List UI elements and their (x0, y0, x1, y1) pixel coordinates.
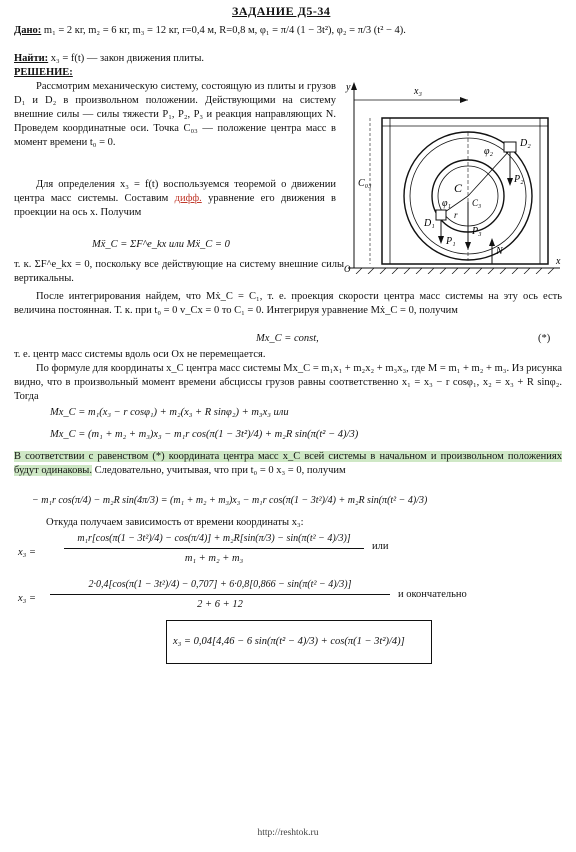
equation-const: Mx_C = const, (256, 333, 319, 344)
paragraph-forces: т. к. ΣF^e_kx = 0, поскольку все действующие на систему внешние силы вертикальны. (14, 259, 344, 284)
c03-label: C₀₃ (358, 178, 372, 189)
load-d2 (504, 142, 516, 152)
paragraph-coordinates: По формуле для координаты x_C центра масс системы Mx_C = m₁x₁ + m₂x₂ + m₃x₃, где M = m₁ + m₂ + m₃. Из рисунка видно, что в произвольный момент времени абсциссы грузов равны соответственно x₁ = x₃ − r cosφ₁, x₂ = x₃ + R sinφ₂. Тогда (14, 363, 562, 402)
x3-lhs-2: x₃ = (18, 593, 37, 604)
phi2-label: φ₂ (484, 146, 494, 157)
reaction-n-arrow (489, 238, 495, 246)
find-text: x₃ = f(t) — закон движения плиты. (50, 53, 205, 64)
paragraph-center: т. е. центр масс системы вдоль оси Ox не перемещается. (14, 349, 266, 360)
force-p1-arrow (438, 236, 444, 244)
x3-lhs-1: x₃ = (18, 547, 37, 558)
paragraph-system: Рассмотрим механическую систему, состоящую из плиты и грузов D₁ и D₂ в произвольном положении. Действующими на систему внешние силы — силы тяжести P₁, P₂, P₃ и реакция направляющих N. Проведем координатные оси. Точка C₀₃ — положение центра масс в момент времени t₀ = 0. (14, 81, 336, 148)
d1-label: D₁ (424, 218, 435, 229)
x-axis-label: x (556, 256, 561, 267)
solution-label: РЕШЕНИЕ: (14, 67, 73, 78)
equation-initial: − m₁r cos(π/4) − m₂R sin(4π/3) = (m₁ + m₂ + m₃)x₃ − m₁r cos(π(1 − 3t²)/4) + m₂R sin(π(t² − 4)/3) (32, 495, 428, 506)
spell-mark: дифф. (174, 193, 202, 204)
p3-label: P₃ (472, 226, 482, 237)
find-label: Найти: (14, 53, 49, 64)
highlighted-text: В соответствии с равенством (*) координата центра масс x_C всей системы в начальном и произвольном положениях будут одинаковы. (14, 451, 562, 476)
p2-label: P₂ (514, 174, 524, 185)
origin-label: O (344, 264, 351, 274)
force-p2-arrow (507, 178, 513, 186)
paragraph-dependence: Откуда получаем зависимость от времени координаты x₃: (46, 517, 304, 528)
given-label: Дано: (14, 25, 42, 36)
final-answer: x₃ = 0,04[4,46 − 6 sin(π(t² − 4)/3) + cos(π(1 − 3t²)/4)] (166, 620, 432, 664)
load-d1 (436, 210, 446, 220)
n-label: N (496, 246, 503, 257)
ground-hatch (356, 268, 554, 274)
find-line (14, 52, 204, 66)
c-label: C (454, 181, 463, 195)
given-line (14, 24, 564, 38)
fraction-1-tail: или (372, 541, 389, 552)
fraction-2-tail: и окончательно (398, 589, 467, 600)
fraction-1-bar (64, 548, 364, 549)
x3-label: x₃ (414, 86, 422, 97)
paragraph-theorem: Для определения x₃ = f(t) воспользуемся теоремой о движении центра масс системы. Составим дифф. уравнение его движения в проекции на ось x. Получим (14, 179, 336, 218)
fraction-2-denominator: 2 + 6 + 12 (197, 599, 243, 610)
equation-mxc-2: Mx_C = (m₁ + m₂ + m₃)x₃ − m₁r cos(π(1 − 3t²)/4) + m₂R sin(π(t² − 4)/3) (50, 429, 359, 440)
r-label: r (454, 210, 458, 220)
phi1-label: φ₁ (442, 198, 452, 209)
footer-url: http://reshtok.ru (257, 828, 319, 838)
equation-tag: (*) (538, 333, 551, 344)
paragraph-equality: В соответствии с равенством (*) координата центра масс x_C всей системы в начальном и произвольном положениях будут одинаковы. Следовательно, учитывая, что при t₀ = 0 x₃ = 0, получим (14, 451, 562, 476)
p1-label: P₁ (446, 236, 456, 247)
fraction-1-numerator: m₁r[cos(π(1 − 3t²)/4) − cos(π/4)] + m₂R[sin(π/3) − sin(π(t² − 4)/3)] (77, 533, 351, 544)
given-text: m₁ = 2 кг, m₂ = 6 кг, m₃ = 12 кг, r=0,4 м, R=0,8 м, φ₁ = π/4 (1 − 3t²), φ₂ = π/3 (t² − 4). (43, 25, 406, 36)
x3-arrow (460, 97, 468, 103)
page-title: ЗАДАНИЕ Д5-34 (232, 4, 331, 18)
c3-label: C₃ (472, 198, 482, 208)
paragraph-integration: После интегрирования найдем, что Mẋ_C = C₁, т. е. проекция скорости центра масс системы на эту ось есть величина постоянная. Т. к. при t₀ = 0 v_Cx = 0 то C₁ = 0. Интегрируя уравнение Mẋ_C = 0, получим (14, 291, 562, 316)
fraction-2-numerator: 2·0,4[cos(π(1 − 3t²)/4) − 0,707] + 6·0,8[0,866 − sin(π(t² − 4)/3)] (88, 579, 352, 590)
d2-label: D₂ (520, 138, 531, 149)
force-p3-arrow (465, 242, 471, 250)
equation-motion: Mẍ_C = ΣF^e_kx или Mẍ_C = 0 (92, 239, 230, 250)
y-axis-label: y (346, 82, 351, 93)
y-axis-arrow (351, 82, 357, 90)
mechanism-diagram (342, 78, 566, 274)
fraction-2-bar (50, 594, 390, 595)
fraction-1-denominator: m₁ + m₂ + m₃ (184, 553, 244, 564)
equation-mxc-1: Mx_C = m₁(x₃ − r cosφ₁) + m₂(x₃ + R sinφ₂) + m₃x₃ или (50, 407, 289, 418)
